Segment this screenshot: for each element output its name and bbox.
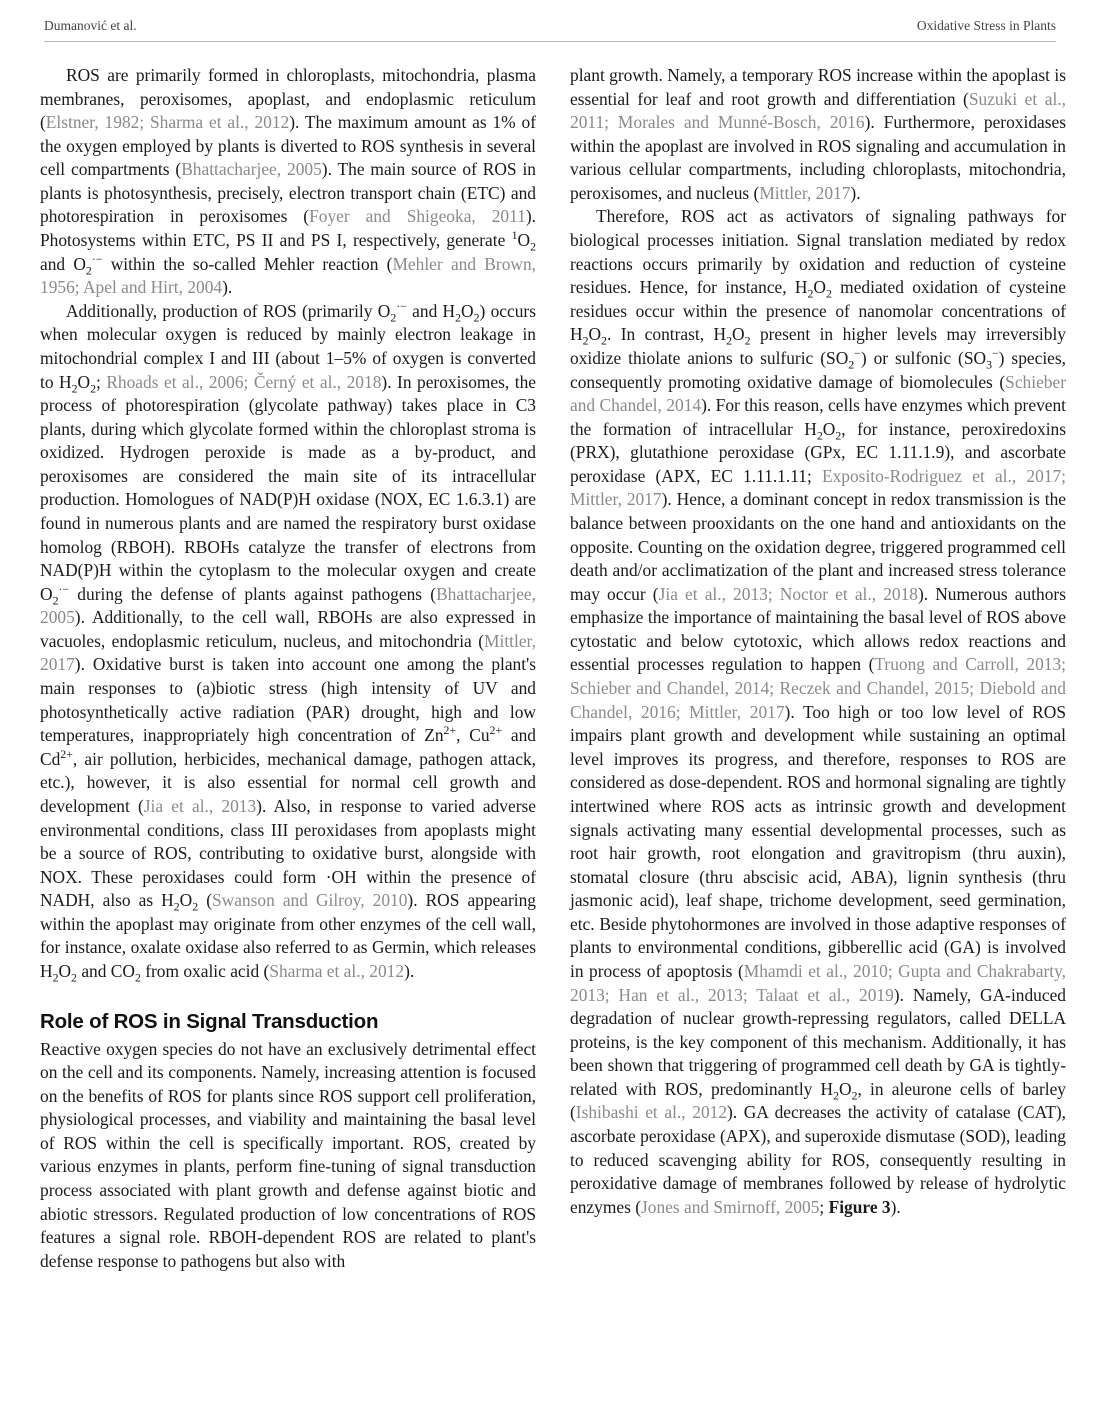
paragraph-ros-production: Additionally, production of ROS (primarily $O_2^{\cdot-}$ and $H_2O_2$) occurs when molecular oxygen is reduced by mainly electron leakage in mitochondrial complex I and III (about 1–5% of oxygen is converted to $H_2O_2$; Rhoads et al., 2006; Černý et al., 2018). In peroxisomes, the process of photorespiration (glycolate pathway) takes place in C3 plants, during which glycolate formed within the chloroplast stroma is oxidized. Hydrogen peroxide is made as a by-product, and peroxisomes are considered the main site of its intracellular production. Homologues of NAD(P)H oxidase (NOX, EC 1.6.3.1) are found in numerous plants and are named the respiratory burst oxidase homolog (RBOH). RBOHs catalyze the transfer of electrons from NAD(P)H within the cytoplasm to the molecular oxygen and create $O_2^{\cdot-}$ during the defense of plants against pathogens (Bhattacharjee, 2005). Additionally, to the cell wall, RBOHs are also expressed in vacuoles, endoplasmic reticulum, nucleus, and mitochondria (Mittler, 2017). Oxidative burst is taken into account one among the plant's main responses to (a)biotic stress (high intensity of UV and photosynthetically active radiation (PAR) drought, high and low temperatures, inappropriately high concentration of $Zn^{2+}$, $Cu^{2+}$ and $Cd^{2+}$, air pollution, herbicides, mechanical damage, pathogen attack, etc.), however, it is also essential for normal cell growth and development (Jia et al., 2013). Also, in response to varied adverse environmental conditions, class III peroxidases from apoplasts might be a source of ROS, contributing to oxidative burst, alongside with NOX. These peroxidases could form ·OH within the presence of NADH, also as $H_2O_2$ (Swanson and Gilroy, 2010). ROS appearing within the apoplast may originate from other enzymes of the cell wall, for instance, oxalate oxidase also referred to as Germin, which releases $H_2O_2$ and $CO_2$ from oxalic acid (Sharma et al., 2012).	[40, 298, 537, 985]
running-head-title: Oxidative Stress in Plants	[916, 18, 1056, 33]
paragraph-signal-transduction: Reactive oxygen species do not have an exclusively detrimental effect on the cell and its components. Namely, increasing attention is focused on the benefits of ROS for plants since ROS support cell proliferation, physiological processes, and viability and maintaining the basal level of ROS within the cell is specifically important. ROS, created by various enzymes in plants, perform fine-tuning of signal transduction process associated with plant growth and defense against biotic and abiotic stressors. Regulated production of low concentrations of ROS features a signal role. RBOH-dependent ROS are related to plant's defense response to pathogens but also with	[40, 1038, 536, 1271]
page-title: Role of ROS in Signal Transduction	[40, 1009, 379, 1033]
running-head	[44, 18, 1056, 42]
paragraph-redox-signaling: Therefore, ROS act as activators of signaling pathways for biological processes initiation. Signal translation mediated by redox reactions occurs primarily by oxidation and reduction of cysteine residues. Hence, for instance, $H_2O_2$ mediated oxidation of cysteine residues occur within the presence of nanomolar concentrations of $H_2O_2$. In contrast, $H_2O_2$ present in higher levels may irreversibly oxidize thiolate anions to sulfuric $(SO_2^-)$ or sulfonic $(SO_3^-)$ species, consequently promoting oxidative damage of biomolecules (Schieber and Chandel, 2014). For this reason, cells have enzymes which prevent the formation of intracellular $H_2O_2$, for instance, peroxiredoxins (PRX), glutathione peroxidase (GPx, EC 1.11.1.9), and ascorbate peroxidase (APX, EC 1.11.1.11; Exposito-Rodriguez et al., 2017; Mittler, 2017). Hence, a dominant concept in redox transmission is the balance between prooxidants on the one hand and antioxidants on the opposite. Counting on the oxidation degree, triggered programmed cell death and/or acclimatization of the plant and increased stress tolerance may occur (Jia et al., 2013; Noctor et al., 2018). Numerous authors emphasize the importance of maintaining the basal level of ROS above cytostatic and below cytotoxic, which allows redox reactions and essential processes regulation to happen (Truong and Carroll, 2013; Schieber and Chandel, 2014; Reczek and Chandel, 2015; Diebold and Chandel, 2016; Mittler, 2017). Too high or too low level of ROS impairs plant growth and development while sustaining an optimal level improves its progress, and therefore, responses to ROS are considered as dose-dependent. ROS and hormonal signaling are tightly intertwined where ROS acts as intrinsic growth and development signals activating many essential developmental processes, such as root hair growth, root elongation and gravitropism (thru auxin), stomatal closure (thru abscisic acid, ABA), lignin synthesis (thru jasmonic acid), leaf shape, trichome development, seed germination, etc. Beside phytohormones are involved in those adaptive responses of plants to environmental conditions, gibberellic acid (GA) is involved in process of apoptosis (Mhamdi et al., 2010; Gupta and Chakrabarty, 2013; Han et al., 2013; Talaat et al., 2019). Namely, GA-induced degradation of nuclear growth-repressing regulators, called DELLA proteins, is the key component of this mechanism. Additionally, it has been shown that triggering of programmed cell death by GA is tightly-related with ROS, predominantly $H_2O_2$, in aleurone cells of barley (Ishibashi et al., 2012). GA decreases the activity of catalase (CAT), ascorbate peroxidase (APX), and superoxide dismutase (SOD), leading to reduced scavenging ability for ROS, consequently resulting in peroxidative damage of membranes followed by release of hydrolytic enzymes (Jones and Smirnoff, 2005; Figure 3).	[570, 206, 1067, 1217]
paragraph-ros-formation: ROS are primarily formed in chloroplasts, mitochondria, plasma membranes, peroxisomes, apoplast, and endoplasmic reticulum (Elstner, 1982; Sharma et al., 2012). The maximum amount as 1% of the oxygen employed by plants is diverted to ROS synthesis in several cell compartments (Bhattacharjee, 2005). The main source of ROS in plants is photosynthesis, precisely, electron transport chain (ETC) and photorespiration in peroxisomes (Foyer and Shigeoka, 2011). Photosystems within ETC, PS II and PS I, respectively, generate $^1O_2$ and $O_2^{\cdot-}$ within the so-called Mehler reaction (Mehler and Brown, 1956; Apel and Hirt, 2004).	[40, 65, 537, 298]
left-column	[40, 64, 536, 1273]
two-column-body	[40, 64, 1067, 1273]
paragraph-plant-growth: plant growth. Namely, a temporary ROS increase within the apoplast is essential for leaf and root growth and differentiation (Suzuki et al., 2011; Morales and Munné-Bosch, 2016). Furthermore, peroxidases within the apoplast are involved in ROS signaling and accumulation in various cellular compartments, including chloroplasts, mitochondria, peroxisomes, and nucleus (Mittler, 2017).	[570, 65, 1066, 203]
running-head-authors: Dumanović et al.	[44, 18, 137, 33]
right-column	[570, 64, 1066, 1219]
